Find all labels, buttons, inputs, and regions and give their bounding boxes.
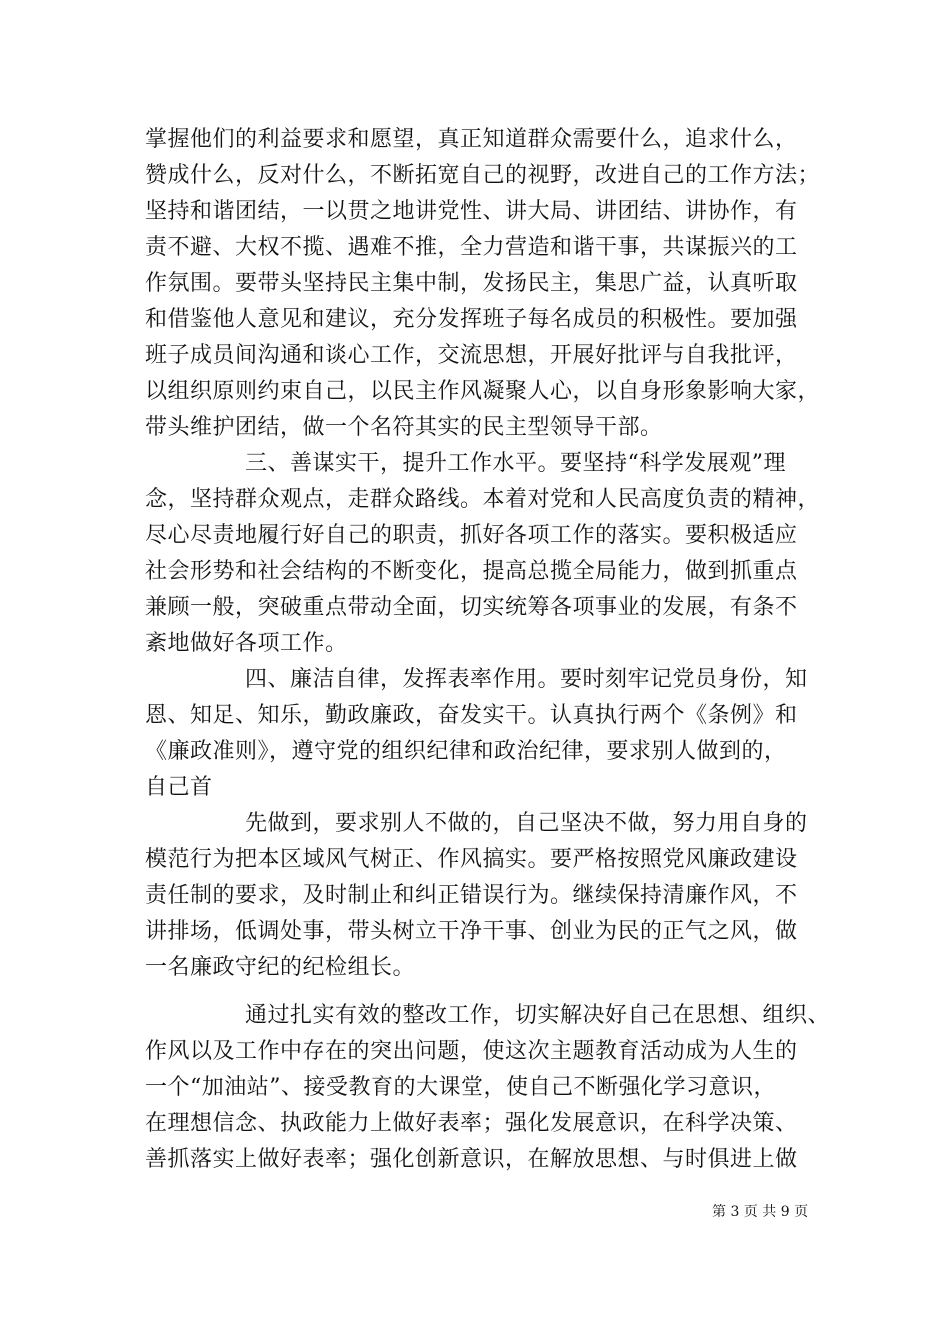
text-line: 责任制的要求，及时制止和纠正错误行为。继续保持清廉作风，不: [145, 883, 798, 908]
text-line: 社会形势和社会结构的不断变化，提高总揽全局能力，做到抓重点: [145, 559, 798, 584]
text-line: 《廉政准则》，遵守党的组织纪律和政治纪律，要求别人做到的，: [145, 739, 787, 764]
paragraph-start: 通过扎实有效的整改工作，切实解决好自己在思想、组织、: [245, 1003, 831, 1028]
text-line: 恩、知足、知乐，勤政廉政，奋发实干。认真执行两个《条例》和: [145, 703, 798, 728]
text-line: 讲排场，低调处事，带头树立干净干事、创业为民的正气之风，做: [145, 919, 798, 944]
text-line: 责不避、大权不揽、遇难不推，全力营造和谐干事，共谋振兴的工: [145, 235, 798, 260]
text-line: 和借鉴他人意见和建议，充分发挥班子每名成员的积极性。要加强: [145, 307, 798, 332]
text-line: 紊地做好各项工作。: [145, 631, 348, 656]
paragraph-start: 先做到，要求别人不做的，自己坚决不做，努力用自身的: [245, 811, 808, 836]
text-line: 一名廉政守纪的纪检组长。: [145, 955, 416, 980]
text-line: 念，坚持群众观点，走群众路线。本着对党和人民高度负责的精神，: [145, 487, 821, 512]
text-line: 作氛围。要带头坚持民主集中制，发扬民主，集思广益，认真听取: [145, 271, 798, 296]
text-line: 作风以及工作中存在的突出问题，使这次主题教育活动成为人生的: [145, 1039, 798, 1064]
text-line: 兼顾一般，突破重点带动全面，切实统筹各项事业的发展，有条不: [145, 595, 798, 620]
text-line: 在理想信念、执政能力上做好表率；强化发展意识，在科学决策、: [145, 1111, 798, 1136]
text-line: 以组织原则约束自己，以民主作风凝聚人心，以自身形象影响大家，: [145, 379, 821, 404]
text-line: 善抓落实上做好表率；强化创新意识，在解放思想、与时俱进上做: [145, 1147, 798, 1172]
text-line: 班子成员间沟通和谈心工作，交流思想，开展好批评与自我批评，: [145, 343, 798, 368]
text-line: 带头维护团结，做一个名符其实的民主型领导干部。: [145, 415, 663, 440]
paragraph-start: 三、善谋实干，提升工作水平。要坚持“科学发展观”理: [245, 451, 786, 476]
page-number: 第 3 页 共 9 页: [712, 1204, 809, 1220]
text-line: 坚持和谐团结，一以贯之地讲党性、讲大局、讲团结、讲协作，有: [145, 199, 798, 224]
text-line: 自己首: [145, 775, 213, 800]
paragraph-start: 四、廉洁自律，发挥表率作用。要时刻牢记党员身份，知: [245, 667, 808, 692]
text-line: 模范行为把本区域风气树正、作风搞实。要严格按照党风廉政建设: [145, 847, 798, 872]
text-line: 一个“加油站”、接受教育的大课堂，使自己不断强化学习意识，: [145, 1075, 776, 1100]
text-line: 掌握他们的利益要求和愿望，真正知道群众需要什么，追求什么，: [145, 127, 798, 152]
text-line: 赞成什么，反对什么，不断拓宽自己的视野，改进自己的工作方法；: [145, 163, 821, 188]
text-line: 尽心尽责地履行好自己的职责，抓好各项工作的落实。要积极适应: [145, 523, 798, 548]
